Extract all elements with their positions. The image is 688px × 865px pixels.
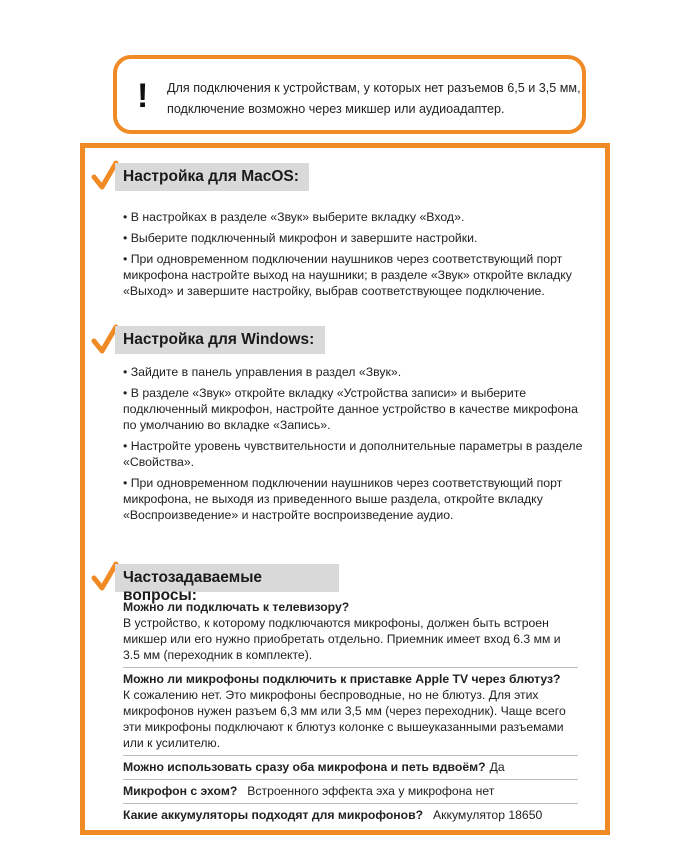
list-item: • Выберите подключенный микрофон и завершите настройки.: [123, 231, 478, 245]
list-item: • Зайдите в панель управления в раздел «Звук».: [123, 365, 402, 379]
faq-item: [123, 668, 578, 756]
faq-item: [123, 780, 578, 804]
instructions-panel: [80, 143, 610, 835]
list-item: • В настройках в разделе «Звук» выберите вкладку «Вход».: [123, 210, 465, 224]
notice-text: [167, 78, 581, 120]
faq-answer: Аккумулятор 18650: [433, 808, 543, 822]
faq-question: Какие аккумуляторы подходят для микрофонов?: [123, 808, 424, 822]
faq-item: [123, 756, 578, 780]
notice-box: [113, 55, 586, 134]
faq-question: Можно использовать сразу оба микрофона и петь вдвоём?: [123, 760, 486, 774]
faq-section-header: [115, 564, 339, 604]
faq-answer: В устройство, к которому подключаются микрофоны, должен быть встроен микшер или его нужно приобретать отдельно. Приемник имеет вход 6.3 мм и 3.5 мм (переходник в комплекте).: [123, 616, 561, 662]
windows-title: Настройка для Windows:: [123, 331, 315, 348]
notice-line-2: подключение возможно через микшер или аудиоадаптер.: [167, 102, 505, 116]
exclamation-icon: !: [137, 77, 149, 115]
faq-answer: К сожалению нет. Это микрофоны беспроводные, но не блютуз. Для этих микрофонов нужен разъем 6,3 мм или 3,5 мм (через переходник). Чаще всего эти микрофоны подключают к блютуз колонке с вышеуказанными разъемами или к усилителю.: [123, 688, 566, 750]
faq-answer: Встроенного эффекта эха у микрофона нет: [247, 784, 495, 798]
faq-item: [123, 804, 578, 827]
windows-list: [123, 364, 593, 528]
faq-list: [123, 596, 578, 827]
list-item: • При одновременном подключении наушников через соответствующий порт микрофона, не выходя из приведенного выше раздела, откройте вкладку «Воспроизведение» и настройте воспроизведение аудио.: [123, 476, 563, 522]
faq-answer: Да: [489, 760, 505, 774]
macos-section-header: [115, 163, 309, 191]
faq-question: Микрофон с эхом?: [123, 784, 238, 798]
macos-list: [123, 209, 593, 304]
faq-item: [123, 596, 578, 668]
list-item: • Настройте уровень чувствительности и дополнительные параметры в разделе «Свойства».: [123, 439, 583, 469]
windows-section-header: [115, 326, 325, 354]
notice-line-1: Для подключения к устройствам, у которых нет разъемов 6,5 и 3,5 мм,: [167, 81, 581, 95]
list-item: • При одновременном подключении наушников через соответствующий порт микрофона настройте выход на наушники; в разделе «Звук» откройте вкладку «Выход» и завершите настройку, выбрав соответствующее подключение.: [123, 252, 572, 298]
faq-title: Частозадаваемые вопросы:: [123, 569, 263, 604]
macos-title: Настройка для MacOS:: [123, 168, 299, 185]
faq-question: Можно ли подключать к телевизору?: [123, 600, 350, 614]
faq-question: Можно ли микрофоны подключить к приставке Apple TV через блютуз?: [123, 672, 561, 686]
list-item: • В разделе «Звук» откройте вкладку «Устройства записи» и выберите подключенный микрофон, настройте данное устройство в качестве микрофона по умолчанию во вкладке «Запись».: [123, 386, 578, 432]
